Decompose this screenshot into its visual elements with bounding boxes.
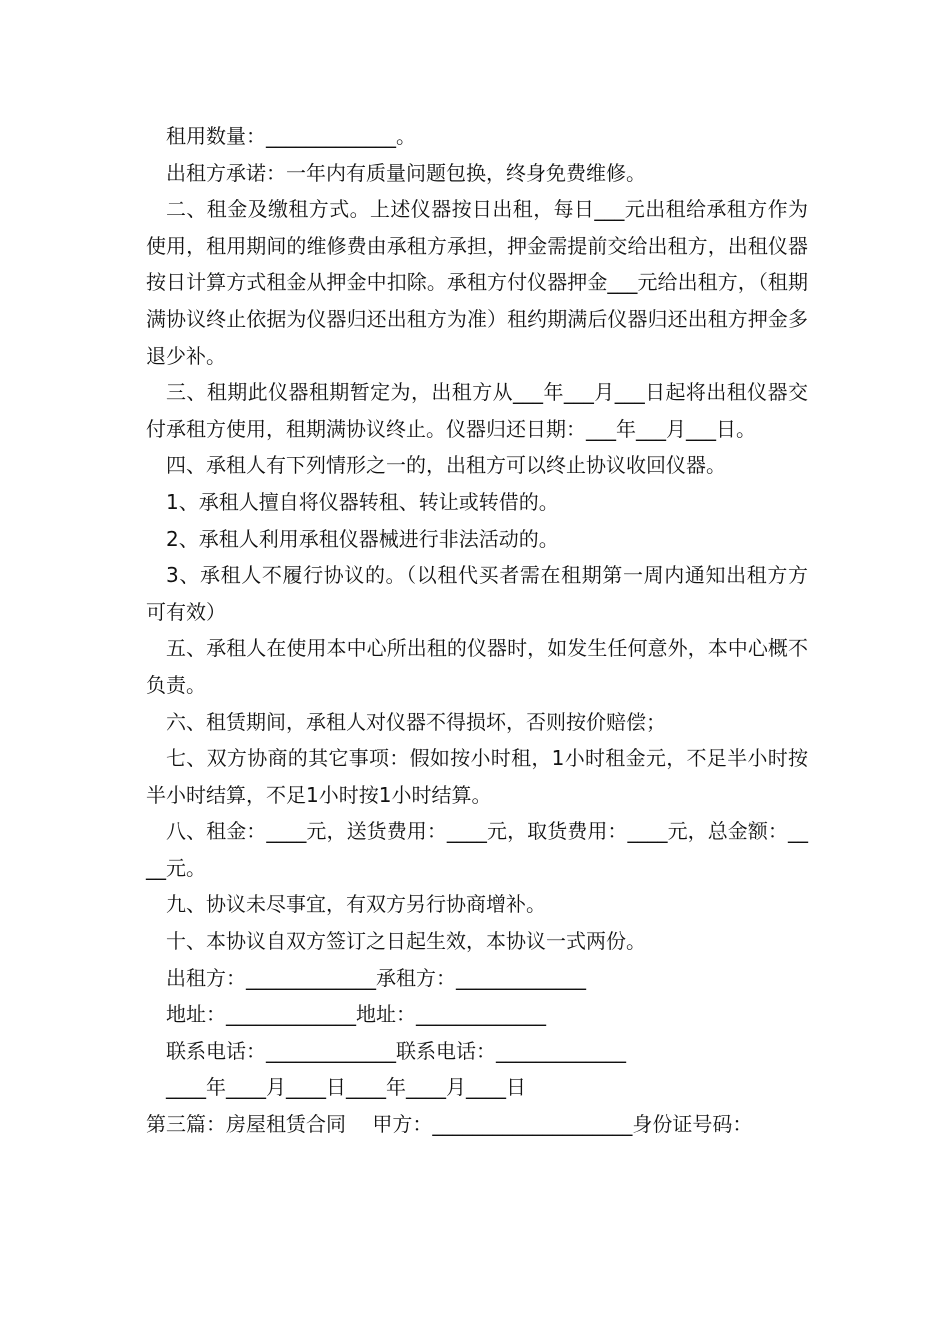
document-body [146, 118, 808, 1143]
signature-line-address: 地址：_____________地址：_____________ [166, 1002, 546, 1027]
paragraph-clause-8-fees: 八、租金：____元，送货费用：____元，取货费用：____元，总金额：____元。 [146, 819, 808, 880]
paragraph-lessor-promise: 出租方承诺：一年内有质量问题包换，终身免费维修。 [166, 160, 646, 185]
paragraph-clause-6-damage: 六、租赁期间，承租人对仪器不得损坏，否则按价赔偿； [166, 709, 666, 734]
paragraph-clause-4-termination: 四、承租人有下列情形之一的，出租方可以终止协议收回仪器。 [166, 453, 726, 478]
paragraph-clause-4-item-3: 3、承租人不履行协议的。（以租代买者需在租期第一周内通知出租方方可有效） [146, 563, 808, 624]
signature-line-phone: 联系电话：_____________联系电话：_____________ [166, 1038, 626, 1063]
paragraph-clause-3-rent-period: 三、租期此仪器租期暂定为，出租方从___年___月___日起将出租仪器交付承租方使用，租期满协议终止。仪器归还日期：___年___月___日。 [146, 380, 808, 441]
paragraph-clause-7-other-matters: 七、双方协商的其它事项：假如按小时租，1小时租金元，不足半小时按半小时结算，不足1小时按1小时结算。 [146, 746, 808, 807]
paragraph-clause-9-supplement: 九、协议未尽事宜，有双方另行协商增补。 [166, 892, 546, 917]
paragraph-rental-quantity: 租用数量：_____________。 [166, 124, 416, 148]
section-heading-part-3: 第三篇：房屋租赁合同 甲方：____________________身份证号码： [146, 1112, 753, 1137]
signature-line-parties: 出租方：_____________承租方：_____________ [166, 965, 586, 990]
paragraph-clause-4-item-1: 1、承租人擅自将仪器转租、转让或转借的。 [166, 489, 559, 514]
paragraph-clause-5-liability: 五、承租人在使用本中心所出租的仪器时，如发生任何意外，本中心概不负责。 [146, 636, 808, 697]
signature-line-date: ____年____月____日____年____月____日 [166, 1075, 526, 1100]
paragraph-clause-4-item-2: 2、承租人利用承租仪器械进行非法活动的。 [166, 526, 559, 551]
paragraph-clause-2-rent-payment: 二、租金及缴租方式。上述仪器按日出租，每日___元出租给承租方作为使用，租用期间的维修费由承租方承担，押金需提前交给出租方，出租仪器按日计算方式租金从押金中扣除。承租方付仪器押金___元给出租方，（租期满协议终止依据为仪器归还出租方为准）租约期满后仪器归还出租方押金多退少补。 [146, 197, 808, 368]
paragraph-clause-10-effective: 十、本协议自双方签订之日起生效，本协议一式两份。 [166, 929, 646, 954]
